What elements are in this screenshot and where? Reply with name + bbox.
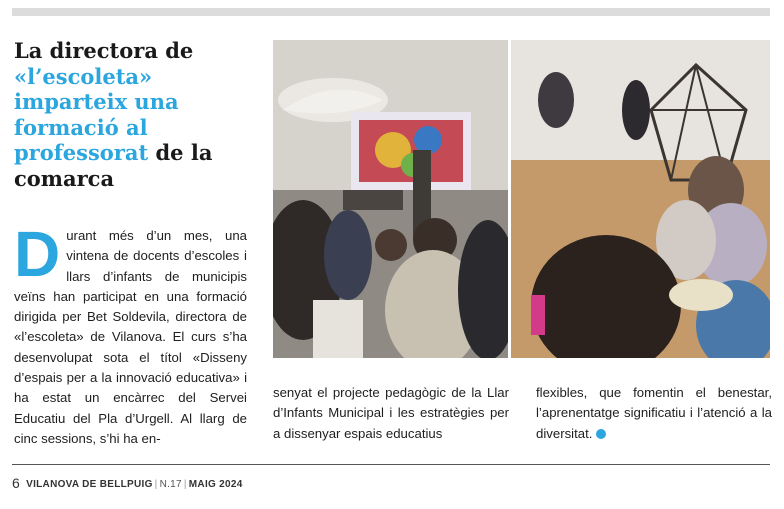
page-number: 6 bbox=[12, 475, 21, 491]
top-bar bbox=[12, 8, 770, 16]
body-column-2 bbox=[273, 383, 509, 444]
body-column-1 bbox=[14, 218, 247, 449]
headline-part-1: La directora de bbox=[14, 38, 194, 63]
body-column-3 bbox=[536, 383, 772, 444]
footer-separator: | bbox=[183, 479, 187, 490]
photo-workshop-activity bbox=[511, 40, 770, 358]
photo-projection-session bbox=[273, 40, 508, 358]
headline bbox=[14, 38, 269, 191]
end-dot-icon bbox=[596, 429, 606, 439]
body-text-2: senyat el projecte pedagògic de la Llar d’Infants Municipal i les estratègies per a dissenyar espais educatius bbox=[273, 385, 509, 441]
drop-cap: D bbox=[14, 218, 61, 290]
magazine-name: VILANOVA DE BELLPUIG bbox=[26, 479, 153, 490]
headline-highlight: «l’escoleta» imparteix una formació al professorat bbox=[14, 63, 179, 165]
issue-date: MAIG 2024 bbox=[188, 479, 243, 490]
issue-number: N.17 bbox=[159, 479, 182, 490]
footer-rule bbox=[12, 464, 770, 465]
headline-part-2: de la comarca bbox=[14, 140, 213, 191]
footer bbox=[12, 475, 243, 491]
footer-separator: | bbox=[154, 479, 158, 490]
body-text-1: urant més d’un mes, una vintena de docents d’escoles i llars d’infants de municipis veïns han participat en una formació dirigida per Bet Soldevila, directora de «l’escoleta» de Vilanova. El curs s’ha desenvolupat sota el títol «Disseny d’espais per a la innovació educativa» i ha estat un encàrrec del Servei Educatiu del Pla d’Urgell. Al llarg de cinc sessions, s’hi ha en- bbox=[14, 228, 247, 446]
body-text-3: flexibles, que fomentin el benestar, l’aprenentatge significatiu i l’atenció a la diversitat. bbox=[536, 385, 772, 441]
